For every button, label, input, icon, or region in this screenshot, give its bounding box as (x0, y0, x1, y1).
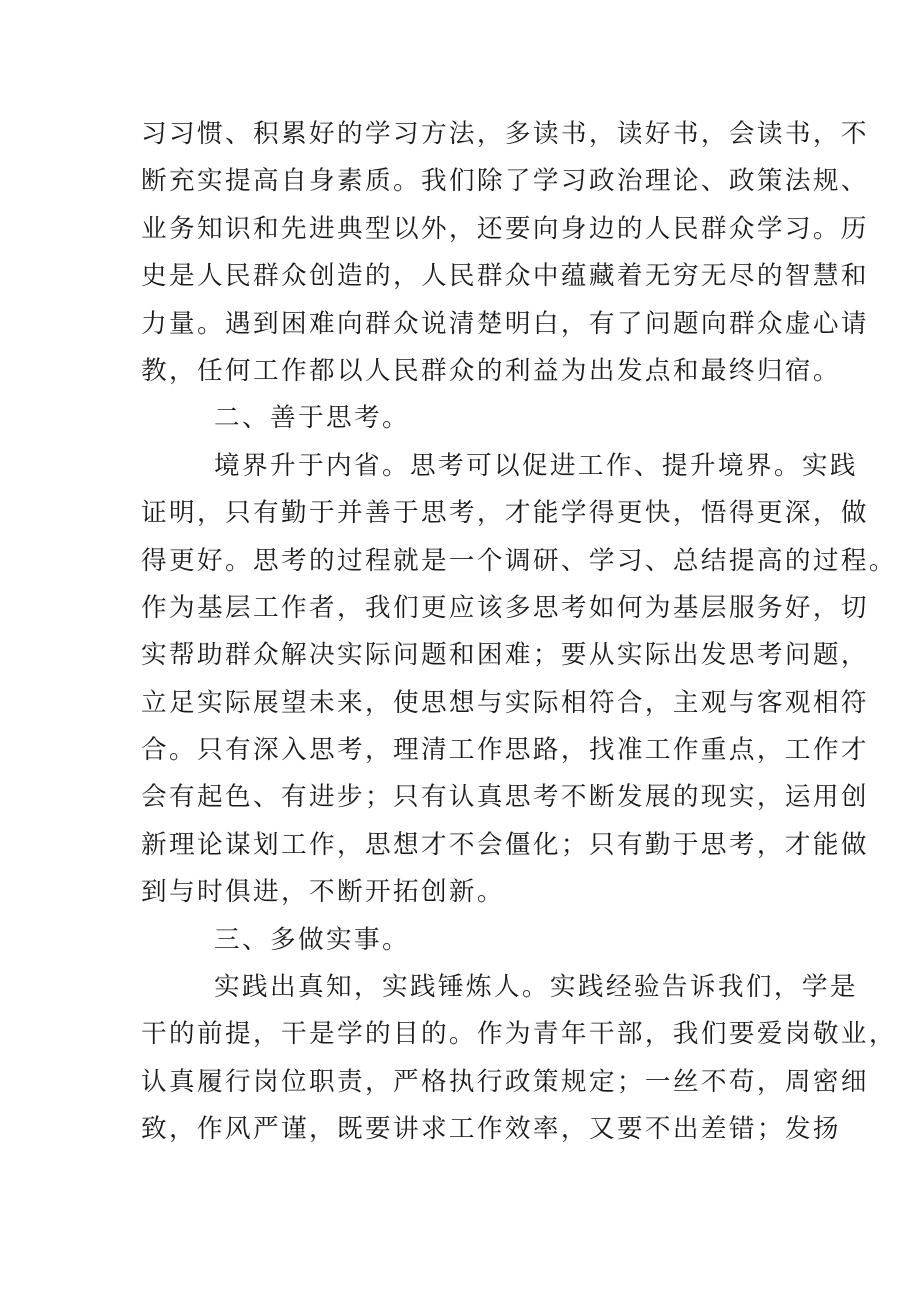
text-line: 致，作风严谨，既要讲求工作效率，又要不出差错；发扬 (141, 1114, 841, 1145)
text-line: 合。只有深入思考，理清工作思路，找准工作重点，工作才 (141, 735, 869, 766)
text-line: 实帮助群众解决实际问题和困难；要从实际出发思考问题， (141, 640, 869, 671)
text-line: 干的前提，干是学的目的。作为青年干部，我们要爱岗敬业， (141, 1019, 897, 1050)
text-line: 立足实际展望未来，使思想与实际相符合，主观与客观相符 (141, 687, 869, 718)
text-line: 新理论谋划工作，思想才不会僵化；只有勤于思考，才能做 (141, 829, 869, 860)
text-line: 业务知识和先进典型以外，还要向身边的人民群众学习。历 (141, 213, 869, 244)
section-heading: 三、多做实事。 (214, 924, 410, 955)
text-line: 得更好。思考的过程就是一个调研、学习、总结提高的过程。 (141, 545, 897, 576)
text-line: 教，任何工作都以人民群众的利益为出发点和最终归宿。 (141, 355, 841, 386)
text-line: 到与时俱进，不断开拓创新。 (141, 877, 505, 908)
text-line: 作为基层工作者，我们更应该多思考如何为基层服务好，切 (141, 592, 869, 623)
paragraph-first-line: 实践出真知，实践锤炼人。实践经验告诉我们，学是 (214, 972, 858, 1003)
section-heading: 二、善于思考。 (214, 403, 410, 434)
text-line: 会有起色、有进步；只有认真思考不断发展的现实，运用创 (141, 782, 869, 813)
text-line: 习习惯、积累好的学习方法，多读书，读好书，会读书，不 (141, 119, 869, 149)
text-line: 史是人民群众创造的，人民群众中蕴藏着无穷无尽的智慧和 (141, 261, 869, 292)
document-body (141, 111, 897, 1154)
text-line: 认真履行岗位职责，严格执行政策规定；一丝不苟，周密细 (141, 1066, 869, 1097)
text-line: 证明，只有勤于并善于思考，才能学得更快，悟得更深，做 (141, 498, 869, 529)
text-line: 力量。遇到困难向群众说清楚明白，有了问题向群众虚心请 (141, 308, 869, 339)
paragraph-first-line: 境界升于内省。思考可以促进工作、提升境界。实践 (214, 450, 858, 481)
text-line: 断充实提高自身素质。我们除了学习政治理论、政策法规、 (141, 166, 869, 197)
